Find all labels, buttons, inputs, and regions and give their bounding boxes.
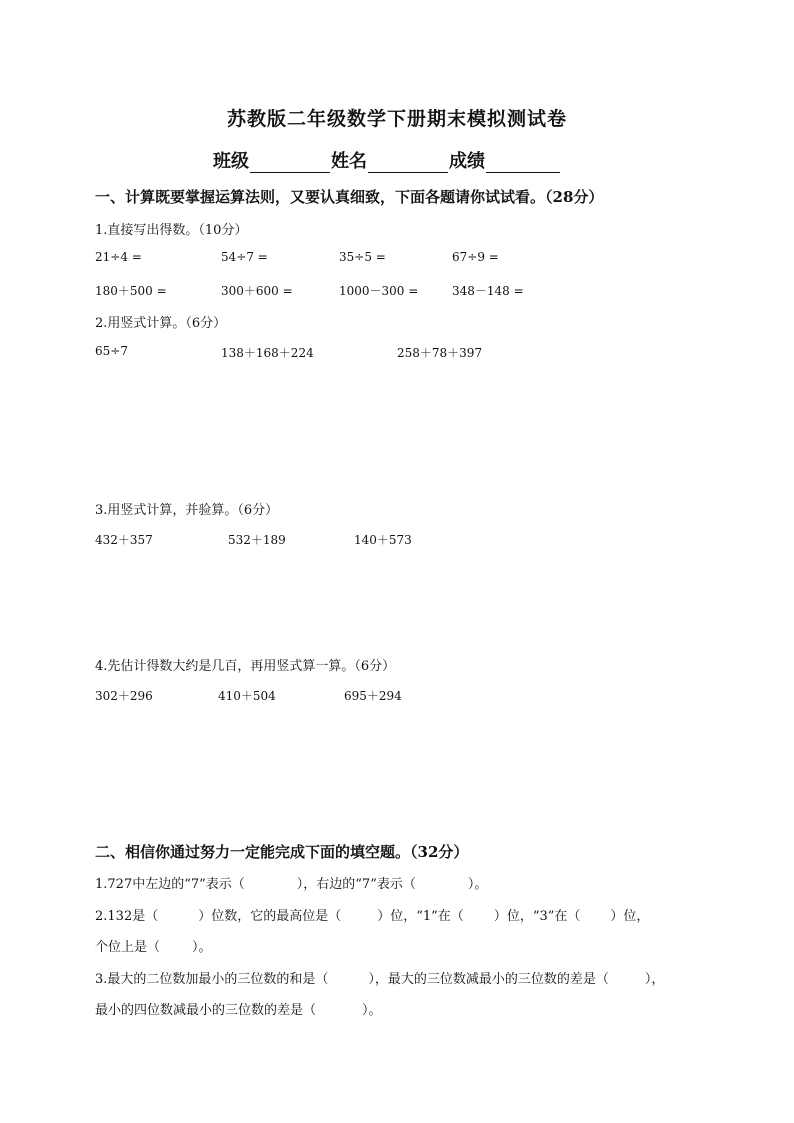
q1-item: 54÷7 = [221,250,268,264]
q3-item: 532＋189 [228,533,286,547]
fill-q3 [95,968,664,987]
q3-label: 3.用竖式计算，并验算。（6分） [95,503,279,518]
q1-item: 35÷5 = [339,250,386,264]
name-label: 姓名 [331,151,367,172]
section1-heading: 一、计算既要掌握运算法则，又要认真细致，下面各题请你试试看。（28分） [95,188,604,206]
fill-q3-text: ）。 [362,1003,382,1018]
q2-label: 2.用竖式计算。（6分） [95,316,227,331]
q4-item: 302＋296 [95,689,153,703]
q2-item: 65÷7 [95,344,128,358]
fill-q2-text: 个位上是（ [95,940,161,955]
page-title: 苏教版二年级数学下册期末模拟测试卷 [226,108,567,130]
q1-row1 [0,250,794,268]
q1-item: 180＋500 = [95,284,167,298]
score-label: 成绩 [449,151,485,172]
fill-q1-text: ），右边的“7”表示（ [296,877,416,892]
q3-row [0,531,794,549]
name-blank[interactable] [368,152,448,173]
class-blank[interactable] [250,152,330,173]
score-blank[interactable] [486,152,560,173]
fill-q3-text: ）， [644,972,665,987]
fill-q2-text: 2.132是（ [95,909,159,924]
fill-q3-text: 3.最大的二位数加最小的三位数的和是（ [95,972,329,987]
q2-item: 258＋78＋397 [397,346,483,360]
q1-item: 21÷4 = [95,250,142,264]
q3-item: 140＋573 [354,533,412,547]
q4-item: 410＋504 [218,689,276,703]
fill-q2-text: ）。 [192,940,212,955]
q1-item: 1000－300 = [339,284,419,298]
class-label: 班级 [213,151,249,172]
section2-heading: 二、相信你通过努力一定能完成下面的填空题。（32分） [95,843,469,861]
q4-label: 4.先估计得数大约是几百，再用竖式算一算。（6分） [95,659,396,674]
q1-item: 300＋600 = [221,284,293,298]
q1-item: 67÷9 = [452,250,499,264]
q2-item: 138＋168＋224 [221,346,314,360]
q4-row [0,687,794,705]
fill-q2-text: ）位数，它的最高位是（ [198,909,342,924]
fill-q2-text: ）位，“3”在（ [493,909,581,924]
fill-q1-text: ）。 [467,877,488,892]
fill-q3-text: ），最大的三位数减最小的三位数的差是（ [368,972,609,987]
fill-q2-cont [95,936,212,955]
q2-row [0,344,794,362]
q4-item: 695＋294 [344,689,402,703]
fill-q1 [95,873,487,892]
fill-q2-text: ）位， [610,909,650,924]
fill-q2 [95,905,649,924]
fill-q2-text: ）位，“1”在（ [377,909,464,924]
fill-q3-cont [95,999,382,1018]
fill-q1-text: 1.727中左边的“7”表示（ [95,877,245,892]
q1-label: 1.直接写出得数。（10分） [95,223,248,238]
student-info-line [213,147,561,173]
fill-q3-text: 最小的四位数减最小的三位数的差是（ [95,1003,317,1018]
q3-item: 432＋357 [95,533,153,547]
q1-item: 348－148 = [452,284,524,298]
q1-row2 [0,282,794,300]
